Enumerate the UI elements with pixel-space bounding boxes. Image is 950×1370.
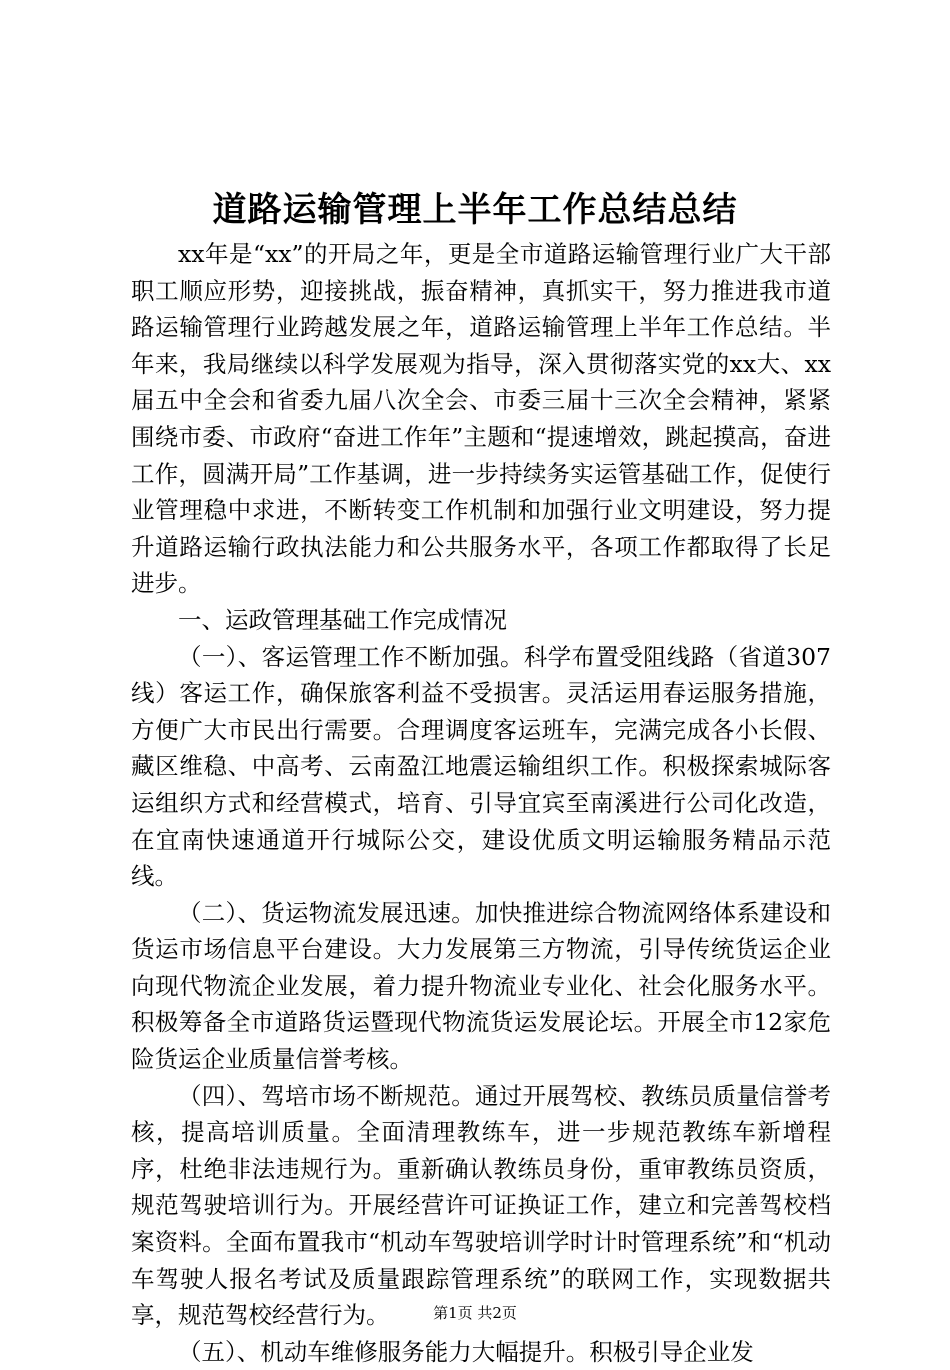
paragraph-freight-logistics: （二）、货运物流发展迅速。加快推进综合物流网络体系建设和货运市场信息平台建设。大力发展第三方物流，引导传统货运企业向现代物流企业发展，着力提升物流业专业化、社会化服务水平。积极筹备全市道路货运暨现代物流货运发展论坛。开展全市12家危险货运企业质量信誉考核。 — [131, 898, 831, 1074]
document-body — [131, 236, 831, 1370]
document-title: 道路运输管理上半年工作总结总结 — [212, 190, 738, 230]
paragraph-driver-training: （四）、驾培市场不断规范。通过开展驾校、教练员质量信誉考核，提高培训质量。全面清理教练车，进一步规范教练车新增程序，杜绝非法违规行为。重新确认教练员身份，重审教练员资质，规范驾驶培训行为。开展经营许可证换证工作，建立和完善驾校档案资料。全面布置我市“机动车驾驶培训学时计时管理系统”和“机动车驾驶人报名考试及质量跟踪管理系统”的联网工作，实现数据共享，规范驾校经营行为。 — [131, 1081, 831, 1330]
paragraph-intro: xx年是“xx”的开局之年，更是全市道路运输管理行业广大干部职工顺应形势，迎接挑战，振奋精神，真抓实干，努力推进我市道路运输管理行业跨越发展之年，道路运输管理上半年工作总结。半年来，我局继续以科学发展观为指导，深入贯彻落实党的xx大、xx届五中全会和省委九届八次全会、市委三届十三次全会精神，紧紧围绕市委、市政府“奋进工作年”主题和“提速增效，跳起摸高，奋进工作，圆满开局”工作基调，进一步持续务实运管基础工作，促使行业管理稳中求进，不断转变工作机制和加强行业文明建设，努力提升道路运输行政执法能力和公共服务水平，各项工作都取得了长足进步。 — [131, 240, 831, 598]
paragraph-passenger-transport: （一）、客运管理工作不断加强。科学布置受阻线路（省道307线）客运工作，确保旅客利益不受损害。灵活运用春运服务措施，方便广大市民出行需要。合理调度客运班车，完满完成各小长假、藏区维稳、中高考、云南盈江地震运输组织工作。积极探索城际客运组织方式和经营模式，培育、引导宜宾至南溪进行公司化改造，在宜南快速通道开行城际公交，建设优质文明运输服务精品示范线。 — [131, 642, 831, 891]
section-heading: 一、运政管理基础工作完成情况 — [178, 605, 507, 634]
page-footer: 第1页 共2页 — [433, 1304, 517, 1322]
paragraph-vehicle-repair: （五）、机动车维修服务能力大幅提升。积极引导企业发 — [178, 1337, 754, 1366]
